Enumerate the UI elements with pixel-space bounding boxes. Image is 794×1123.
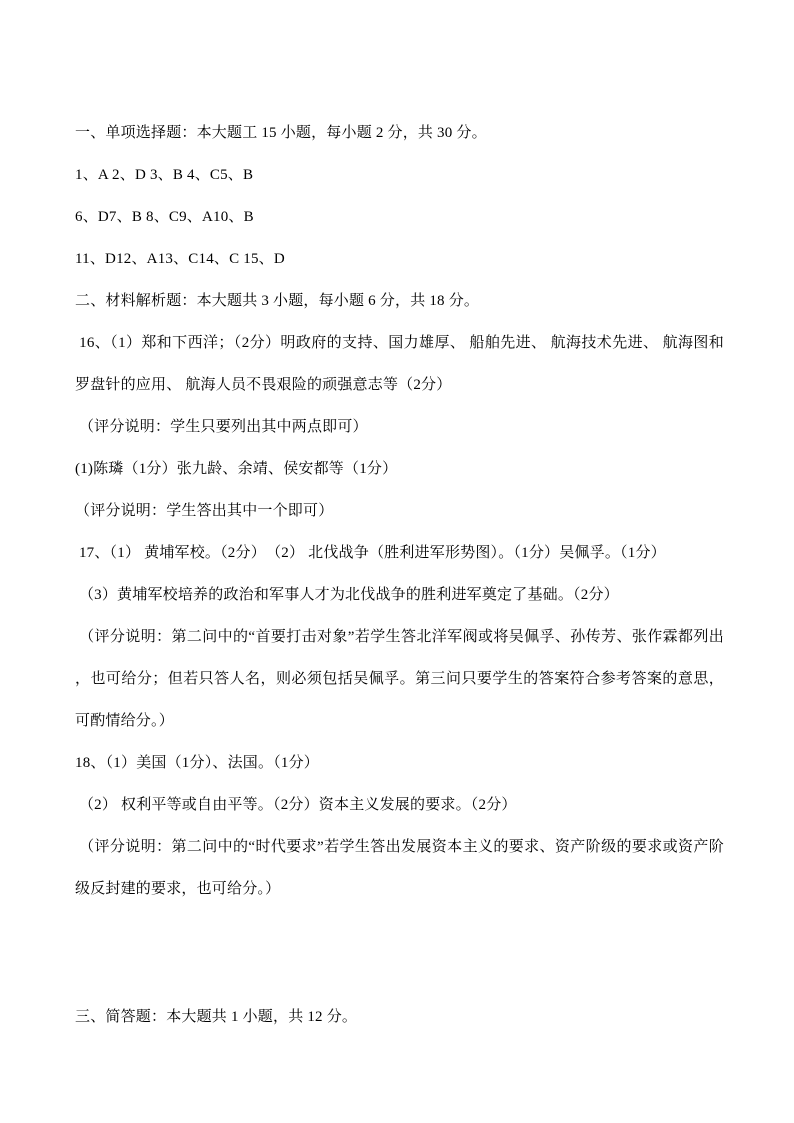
answer-question-17-parts-1-2: 17、（1） 黄埔军校。（2分） （2） 北伐战争（胜利进军形势图）。（1分）吴佩孚。（1分） xyxy=(75,545,666,561)
answer-question-18-part-2: （2） 权利平等或自由平等。（2分）资本主义发展的要求。（2分） xyxy=(75,797,517,813)
scoring-note-16-a: （评分说明：学生只要列出其中两点即可） xyxy=(75,419,368,435)
answer-question-16-part-1: 16、（1）郑和下西洋；（2分）明政府的支持、国力雄厚、 船舶先进、 航海技术先进、 航海图和罗盘针的应用、 航海人员不畏艰险的顽强意志等（2分） xyxy=(75,335,724,393)
answers-line-1-5: 1、A 2、D 3、B 4、C5、B xyxy=(75,167,254,183)
answer-question-18-part-1: 18、（1）美国（1分）、法国。（1分） xyxy=(75,755,320,771)
heading-short-answer-section: 三、简答题：本大题共 1 小题，共 12 分。 xyxy=(75,1009,358,1025)
answers-line-11-15: 11、D12、A13、C14、C 15、D xyxy=(75,251,285,267)
scoring-note-18: （评分说明：第二问中的“时代要求”若学生答出发展资本主义的要求、资产阶级的要求或资产阶级反封建的要求，也可给分。） xyxy=(75,839,724,897)
scoring-note-17: （评分说明：第二问中的“首要打击对象”若学生答北洋军阀或将吴佩孚、孙传芳、张作霖都列出，也可给分；但若只答人名，则必须包括吴佩孚。第三问只要学生的答案符合参考答案的意思，可酌情给分。） xyxy=(75,629,724,729)
answer-question-16-part-2: (1)陈璘（1分）张九龄、余靖、侯安都等（1分） xyxy=(75,461,398,477)
answer-question-17-part-3: （3）黄埔军校培养的政治和军事人才为北伐战争的胜利进军奠定了基础。（2分） xyxy=(75,587,619,603)
document-body xyxy=(75,112,724,1038)
heading-material-analysis-section: 二、材料解析题：本大题共 3 小题，每小题 6 分，共 18 分。 xyxy=(75,293,480,309)
heading-multiple-choice-section: 一、单项选择题：本大题工 15 小题，每小题 2 分，共 30 分。 xyxy=(75,125,487,141)
scoring-note-16-b: （评分说明：学生答出其中一个即可） xyxy=(75,503,334,519)
answers-line-6-10: 6、D7、B 8、C9、A10、B xyxy=(75,209,254,225)
